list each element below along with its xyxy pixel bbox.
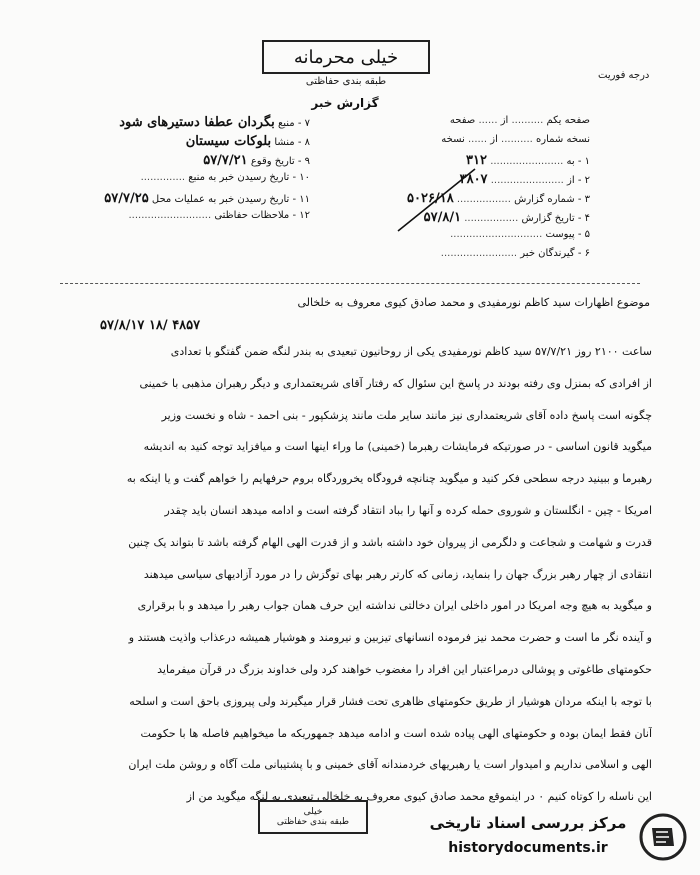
field-origin-value: بلوکات سیستان <box>185 134 272 149</box>
field-to: ۱ - به ....................... ۳۱۲ <box>466 153 590 168</box>
body-line: رهبرما و ببینید درجه سطحی فکر کنید و میگوید چنانچه فرودگاه یخروردگاه بروم حرفهایم را خواهم گفت و یا اینکه به <box>126 472 652 486</box>
body-line: آنان فقط ایمان بوده و حکومتهای الهی پیاده شده است و ادامه میدهد جمهوریکه ما میخواهیم فاصله ها با حکومت <box>140 726 652 740</box>
field-report-number-value: ۵۰۲۶/۱۸ <box>407 191 454 206</box>
archive-logo-icon <box>638 812 688 862</box>
field-attachment: ۵ - پیوست ............................. <box>450 229 590 240</box>
watermark-title: مرکز بررسی اسناد تاریخی <box>429 814 627 832</box>
body-line: میگوید قانون اساسی - در صورتیکه فرمایشات رهبرما (خمینی) ما وراء اینها است و میافزاید توجه کنید به اندیشه <box>143 440 652 454</box>
field-ops-receive-date: ۱۱ - تاریخ رسیدن خبر به عملیات محل ۵۷/۷/۲۵ <box>104 191 310 206</box>
handwritten-slash-mark <box>390 165 480 235</box>
body-line: چگونه است پاسخ داده آقای شریعتمداری نیز مانند سایر ملت مانند پزشکپور - بنی احمد - شاه و نخست وزیر <box>161 408 652 422</box>
body-line: حکومتهای طاغوتی و پوشالی درمراعتبار این افراد را مغضوب خواهند کرد ولی خداوند بزرگ در قرآن میفرماید <box>157 662 652 676</box>
field-event-date-value: ۵۷/۷/۲۱ <box>203 153 248 168</box>
body-line: این ناسله را کوتاه کنیم ۰ در اینموقع محمد صادق کیوی معروف به خلخالی تبعیدی به لنگه میگوید من از <box>186 790 652 804</box>
body-line: قدرت و شهامت و شجاعت و دلگرمی از پیروان خود داشته باشد و از قدرت الهی الهام گرفته باشد تا بتواند یک چنین <box>128 535 652 549</box>
field-page: صفحه یکم .......... از ...... صفحه <box>449 115 590 126</box>
body-line: با توجه با اینکه مردان هوشیار از طریق حکومتهای ظاهری تحت فشار قرار میگیرند ولی پیروزی باحق است و اسلحه <box>129 694 652 708</box>
field-from: ۲ - از ....................... ۳۸۰۷ <box>459 172 590 187</box>
priority-label: درجه فوریت <box>598 70 650 81</box>
bottom-stamp-label: طبقه بندی حفاظتی <box>276 817 350 827</box>
archive-watermark <box>428 810 690 866</box>
body-line: و آینده نگر ما است و حضرت محمد نیز فرموده انسانهای تیزبین و نیرومند و هوشیار همیشه درعذاب واذیت هستند و <box>128 631 652 645</box>
report-body <box>40 336 652 813</box>
field-report-number: ۳ - شماره گزارش ................. ۵۰۲۶/۱۸ <box>407 191 590 206</box>
classification-label: طبقه بندی حفاظتی <box>305 76 387 87</box>
body-line: ساعت ۲۱۰۰ روز ۵۷/۷/۲۱ سید کاظم نورمفیدی یکی از روحانیون تبعیدی به بندر لنگه ضمن گفتگو با تعدادی <box>170 345 652 358</box>
field-origin: ۸ - منشا بلوکات سیستان <box>185 134 310 149</box>
field-security-notes: ۱۲ - ملاحظات حفاظتی .......................... <box>128 210 310 221</box>
field-recipients: ۶ - گیرندگان خبر ........................ <box>440 248 590 259</box>
field-event-date: ۹ - تاریخ وقوع ۵۷/۷/۲۱ <box>203 153 310 168</box>
field-ops-receive-date-value: ۵۷/۷/۲۵ <box>104 191 149 206</box>
body-line: الهی و اسلامی نداریم و امیدوار است یا رهبریهای خردمندانه آقای خمینی و با پشتیبانی ملت آگاه و روشن ملت ایران <box>128 758 652 772</box>
field-report-date: ۴ - تاریخ گزارش ................. ۵۷/۸/۱ <box>423 210 590 225</box>
field-source: ۷ - منبع بگردان عطفا دستیرهای شود <box>119 115 310 130</box>
field-to-value: ۳۱۲ <box>466 153 487 168</box>
body-line: و میگوید به هیچ وجه امریکا در امور داخلی ایران دخالتی نداشته این حرف همان جواب رهبر را میدهد و با برقراری <box>137 599 652 613</box>
body-line: انتقادی از چهار رهبر بزرگ جهان را بنماید، زمانی که کارتر رهبر بهای توگزش را در مورد آزادیهای سیاسی میدهند <box>143 567 652 581</box>
classification-stamp: خیلی محرمانه <box>262 40 430 74</box>
body-line: از افرادی که بمنزل وی رفته بودند در پاسخ این سئوال که رفتار آقای شریعتمداری و دیگر رهبران مذهبی با خمینی <box>139 376 652 390</box>
field-source-value: بگردان عطفا دستیرهای شود <box>119 115 275 130</box>
bottom-classification-stamp <box>258 800 368 834</box>
field-report-date-value: ۵۷/۸/۱ <box>423 210 462 225</box>
field-copy-number: نسخه شماره .......... از ...... نسخه <box>441 134 590 145</box>
field-from-value: ۳۸۰۷ <box>459 172 488 187</box>
field-source-receive-date: ۱۰ - تاریخ رسیدن خبر به منبع .............. <box>140 172 310 183</box>
divider-line <box>60 283 640 284</box>
subject-line: موضوع اظهارات سید کاظم نورمفیدی و محمد صادق کیوی معروف به خلخالی <box>297 296 650 309</box>
report-title: گزارش خبر <box>311 96 379 110</box>
watermark-url: historydocuments.ir <box>448 840 608 856</box>
bottom-stamp-text: خیلی <box>303 807 323 817</box>
body-line: امریکا - چین - انگلستان و شوروی حمله کرده و آنها را بباد انتقاد گرفته است و ادامه میدهد انسان باید چقدر <box>164 503 652 517</box>
reference-number: ۴۸۵۷ /۱۸ ۵۷/۸/۱۷ <box>100 318 201 333</box>
